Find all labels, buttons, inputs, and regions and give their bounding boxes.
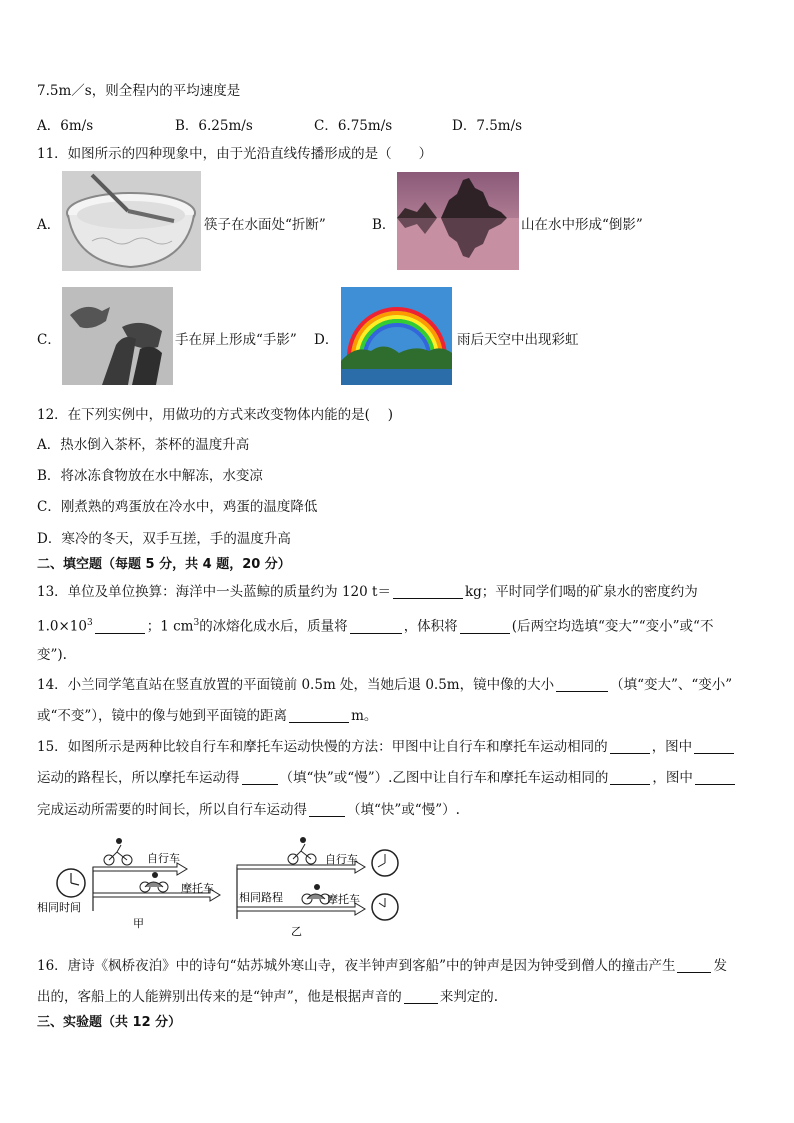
- q16-blank-1[interactable]: [677, 958, 711, 973]
- section-2-heading: 二、填空题（每题 5 分，共 4 题，20 分）: [37, 557, 291, 572]
- bicycle-icon-yi: [288, 837, 316, 864]
- label-same-path: 相同路程: [239, 891, 283, 904]
- q13-text-3: 1.0×10: [37, 618, 87, 635]
- q15-line-1: [37, 738, 736, 756]
- q16-blank-2[interactable]: [404, 989, 438, 1004]
- q13-exponent-2: 3: [193, 618, 200, 628]
- label-same-time: 相同时间: [37, 901, 81, 914]
- q11-caption-a: 筷子在水面处“折断”: [204, 217, 326, 233]
- q10-option-c: C．6.75m/s: [314, 118, 393, 134]
- q15-line-3: [37, 801, 460, 819]
- q15-text-3: 运动的路程长，所以摩托车运动得: [37, 770, 240, 786]
- q13-text-8: 变”).: [37, 647, 67, 663]
- q13-line-2: [37, 614, 713, 636]
- q15-blank-5[interactable]: [695, 770, 735, 785]
- label-moto-jia: 摩托车: [181, 882, 214, 895]
- q11-letter-a: A．: [37, 217, 61, 233]
- q12-option-d: D．寒冷的冬天，双手互搓，手的温度升高: [37, 531, 291, 547]
- q14-text-1: 14．小兰同学笔直站在竖直放置的平面镜前 0.5m 处，当她后退 0.5m，镜中像的大小: [37, 677, 555, 693]
- q15-blank-4[interactable]: [610, 770, 650, 785]
- q14-text-4: m。: [351, 708, 378, 724]
- q15-text-2: ，图中: [651, 739, 693, 755]
- rainbow-image: [341, 287, 452, 385]
- motion-comparison-diagram: [35, 835, 405, 940]
- q16-text-3: 出的，客船上的人能辨别出传来的是“钟声”，他是根据声音的: [37, 989, 402, 1005]
- q14-line-1: [37, 676, 732, 694]
- section-3-heading: 三、实验题（共 12 分）: [37, 1015, 182, 1030]
- q15-blank-6[interactable]: [309, 802, 345, 817]
- label-yi: 乙: [291, 925, 302, 938]
- q13-text-6: ，体积将: [403, 618, 458, 635]
- bowl-chopstick-image: [62, 171, 201, 271]
- q10-option-a: A．6m/s: [37, 118, 94, 134]
- q15-text-5: ，图中: [652, 770, 693, 786]
- q15-blank-2[interactable]: [694, 739, 734, 754]
- q15-line-2: [37, 769, 737, 787]
- q16-text-4: 来判定的.: [439, 989, 499, 1005]
- q16-text-1: 16．唐诗《枫桥夜泊》中的诗句“姑苏城外寒山寺，夜半钟声到客船”中的钟声是因为钟受到僧人的撞击产生: [37, 958, 676, 974]
- q15-text-1: 15．如图所示是两种比较自行车和摩托车运动快慢的方法：甲图中让自行车和摩托车运动相同的: [37, 739, 608, 755]
- hand-shadow-image: [62, 287, 173, 385]
- q12-option-c: C．刚煮熟的鸡蛋放在冷水中，鸡蛋的温度降低: [37, 499, 318, 515]
- q16-line-1: [37, 957, 727, 975]
- label-moto-yi: 摩托车: [327, 893, 360, 906]
- q13-text-1: 13．单位及单位换算：海洋中一头蓝鲸的质量约为 120 t＝: [37, 584, 391, 600]
- q14-blank-2[interactable]: [289, 708, 349, 723]
- mountain-reflection-image: [397, 172, 519, 270]
- q15-text-4: （填“快”或“慢”）.乙图中让自行车和摩托车运动相同的: [279, 770, 609, 786]
- label-bike-jia: 自行车: [147, 852, 180, 865]
- q13-blank-2[interactable]: [95, 619, 145, 634]
- q16-text-2: 发: [713, 958, 727, 974]
- q11-caption-c: 手在屏上形成“手影”: [175, 332, 297, 348]
- q11-letter-b: B．: [372, 217, 396, 233]
- q13-exponent: 3: [86, 618, 93, 628]
- diagram-yi: [237, 837, 398, 938]
- q13-blank-4[interactable]: [460, 619, 510, 634]
- q15-blank-1[interactable]: [610, 739, 650, 754]
- q12-option-a: A．热水倒入茶杯，茶杯的温度升高: [37, 437, 250, 453]
- q15-text-7: （填“快”或“慢”）.: [347, 802, 460, 818]
- q16-line-2: [37, 988, 498, 1006]
- q15-text-6: 完成运动所需要的时间长，所以自行车运动得: [37, 802, 307, 818]
- q14-line-2: [37, 707, 377, 725]
- q15-blank-3[interactable]: [242, 770, 278, 785]
- q10-option-d: D．7.5m/s: [452, 118, 523, 134]
- q13-text-5: 的冰熔化成水后，质量将: [199, 618, 348, 635]
- q11-letter-d: D．: [314, 332, 339, 348]
- diagram-jia: [37, 838, 220, 930]
- q13-line-1: [37, 583, 698, 601]
- q10-option-b: B．6.25m/s: [175, 118, 253, 134]
- q13-text-7: (后两空均选填“变大”“变小”或“不: [511, 618, 714, 635]
- label-bike-yi: 自行车: [325, 853, 358, 866]
- q13-blank-3[interactable]: [350, 619, 402, 634]
- q11-stem: 11．如图所示的四种现象中，由于光沿直线传播形成的是（ ）: [37, 146, 433, 162]
- q11-letter-c: C．: [37, 332, 61, 348]
- label-jia: 甲: [133, 917, 144, 930]
- q13-blank-1[interactable]: [393, 584, 463, 599]
- q14-text-3: 或“不变”），镜中的像与她到平面镜的距离: [37, 708, 288, 724]
- q13-text-4: ；1 cm: [146, 618, 194, 635]
- q10-tail: 7.5m／s，则全程内的平均速度是: [37, 83, 241, 99]
- q14-blank-1[interactable]: [556, 677, 608, 692]
- q13-text-2: kg；平时同学们喝的矿泉水的密度约为: [464, 584, 698, 600]
- q14-text-2: （填“变大”、“变小”: [610, 677, 733, 693]
- bicycle-icon: [104, 838, 132, 865]
- q12-stem: 12．在下列实例中，用做功的方式来改变物体内能的是( ): [37, 407, 394, 423]
- q11-caption-d: 雨后天空中出现彩虹: [457, 332, 579, 348]
- motorcycle-icon-yi: [302, 884, 330, 904]
- motorcycle-icon: [140, 872, 168, 892]
- q12-option-b: B．将冰冻食物放在水中解冻，水变凉: [37, 468, 263, 484]
- q11-caption-b: 山在水中形成“倒影”: [521, 217, 643, 233]
